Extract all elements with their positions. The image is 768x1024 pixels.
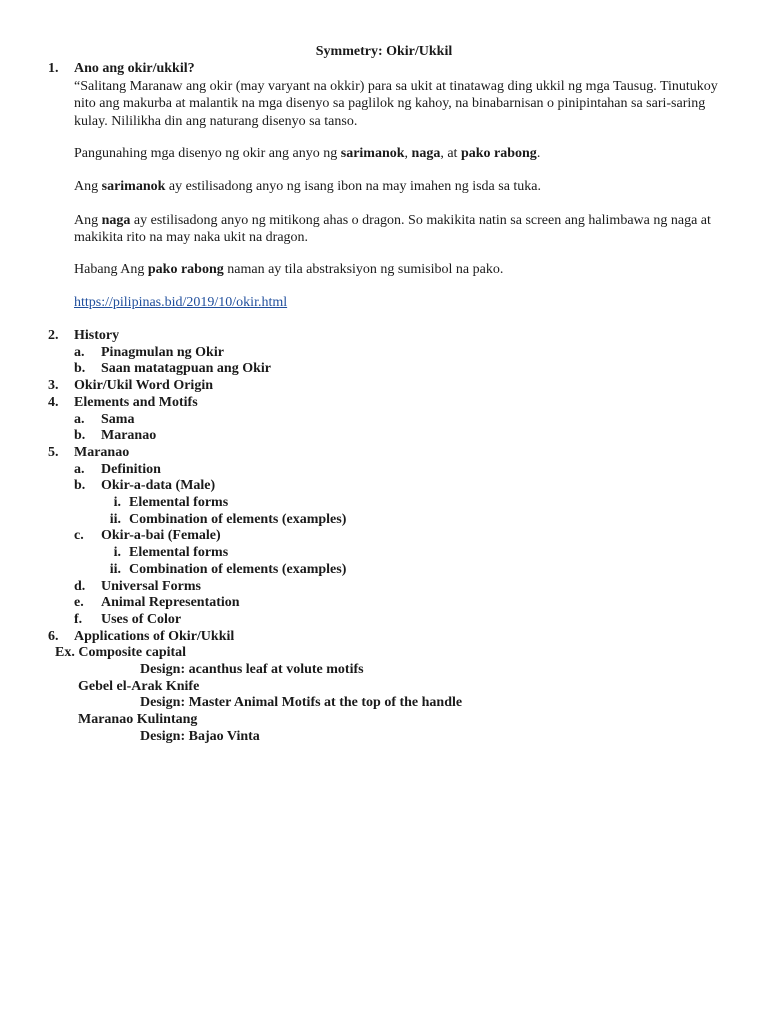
text-span: Ang — [74, 213, 102, 228]
section-1-paragraph-2 — [74, 145, 724, 162]
section-1-heading: Ano ang okir/ukkil? — [74, 61, 195, 76]
text-span: ay estilisadong anyo ng mitikong ahas o dragon. So makikita natin sa screen ang halimbawa ng naga at makikita rito na may naka ukit na dragon. — [74, 213, 711, 246]
application-line: Gebel el-Arak Knife — [78, 678, 200, 694]
outline-item: Elements and Motifs — [74, 394, 198, 410]
term-naga: naga — [411, 146, 441, 161]
section-1-paragraph-3 — [74, 178, 724, 195]
outline-marker: c. — [74, 528, 84, 544]
outline-marker: b. — [74, 478, 86, 494]
section-1-number: 1. — [48, 61, 59, 76]
outline-marker: a. — [74, 344, 85, 360]
outline-marker: 6. — [48, 628, 59, 644]
outline-item: Sama — [101, 411, 135, 427]
outline-marker: i. — [113, 495, 121, 510]
application-line: Design: Master Animal Motifs at the top of the handle — [140, 695, 463, 711]
term-pako-rabong: pako rabong — [147, 262, 224, 277]
text-span: , — [404, 146, 412, 161]
outline-marker: 4. — [48, 394, 59, 410]
outline-item: Uses of Color — [101, 611, 182, 627]
outline-marker: a. — [74, 411, 85, 427]
term-naga: naga — [101, 213, 131, 228]
text-span: Ang — [74, 179, 102, 194]
outline-item: History — [74, 328, 120, 343]
outline-marker: e. — [74, 595, 84, 611]
outline-item: Okir-a-bai (Female) — [101, 528, 221, 544]
text-span: Pangunahing mga disenyo ng okir ang anyo ng — [74, 146, 341, 161]
application-line: Maranao Kulintang — [78, 712, 198, 728]
outline-item: Elemental forms — [129, 545, 229, 561]
outline-item: Combination of elements (examples) — [129, 511, 347, 527]
outline-marker: ii. — [109, 511, 121, 527]
outline-marker: d. — [74, 578, 86, 594]
outline-item: Animal Representation — [101, 595, 240, 611]
outline-marker: b. — [74, 361, 86, 377]
application-line: Design: acanthus leaf at volute motifs — [140, 662, 364, 677]
outline-marker: b. — [74, 428, 86, 444]
outline-item: Okir-a-data (Male) — [101, 478, 216, 494]
outline-item: Combination of elements (examples) — [129, 561, 347, 577]
outline-item: Universal Forms — [101, 578, 201, 594]
outline-item: Saan matatagpuan ang Okir — [101, 361, 271, 377]
outline-marker: 5. — [48, 444, 59, 460]
outline-marker: i. — [113, 545, 121, 561]
outline-item: Maranao — [101, 428, 157, 444]
application-line: Ex. Composite capital — [55, 645, 187, 661]
outline-marker: ii. — [109, 561, 121, 577]
outline-marker: 3. — [48, 378, 59, 394]
outline-item: Definition — [101, 461, 161, 477]
outline-marker: 2. — [48, 328, 59, 343]
section-1-paragraph-5 — [74, 261, 724, 278]
source-link-line — [74, 294, 724, 311]
text-span: naman ay tila abstraksiyon ng sumisibol na pako. — [223, 262, 504, 277]
application-line: Design: Bajao Vinta — [140, 728, 260, 744]
term-sarimanok: sarimanok — [340, 146, 405, 161]
outline-item: Okir/Ukil Word Origin — [74, 378, 213, 394]
text-span: ay estilisadong anyo ng isang ibon na may imahen ng isda sa tuka. — [165, 179, 542, 194]
document-title: Symmetry: Okir/Ukkil — [315, 44, 453, 59]
term-pako-rabong: pako rabong — [460, 146, 537, 161]
outline-item: Pinagmulan ng Okir — [101, 344, 224, 360]
section-1-paragraph-4 — [74, 212, 724, 247]
outline-item: Maranao — [74, 444, 130, 460]
text-span: , at — [440, 146, 461, 161]
term-sarimanok: sarimanok — [101, 179, 166, 194]
source-link[interactable]: https://pilipinas.bid/2019/10/okir.html — [74, 295, 288, 310]
text-span: . — [536, 146, 541, 161]
section-1-paragraph-1: “Salitang Maranaw ang okir (may varyant na okkir) para sa ukit at tinatawag ding ukkil ng mga Tausug. Tinutukoy nito ang makurba at malantik na mga disenyo sa paglilok ng kahoy, na binabarnisan o pinipintahan sa sari-saring kulay. Nililikha din ang naturang disenyo sa tanso. — [74, 79, 718, 129]
outline-item: Elemental forms — [129, 495, 229, 510]
text-span: Habang Ang — [74, 262, 148, 277]
outline-marker: a. — [74, 461, 85, 477]
outline-item: Applications of Okir/Ukkil — [74, 628, 235, 644]
outline-marker: f. — [74, 611, 83, 627]
